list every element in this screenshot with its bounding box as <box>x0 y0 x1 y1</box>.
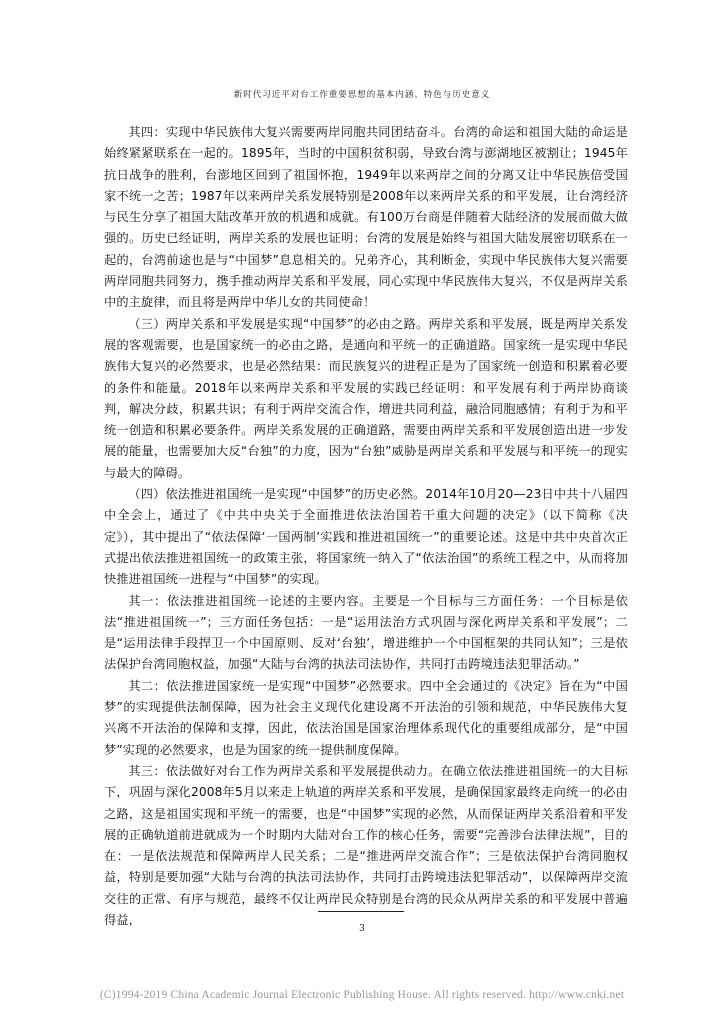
paragraph-part-four: 其四：实现中华民族伟大复兴需要两岸同胞共同团结奋斗。台湾的命运和祖国大陆的命运是始终紧紧联系在一起的。1895年，当时的中国积贫积弱，导致台湾与澎湖地区被割让；1945年抗日战争的胜利，台澎地区回到了祖国怀抱，1949年以来两岸之间的分离又让中华民族倍受国家不统一之苦；1987年以来两岸关系发展特别是2008年以来两岸关系的和平发展，让台湾经济与民生分享了祖国大陆改革开放的机遇和成就。有100万台商是伴随着大陆经济的发展而做大做强的。历史已经证明，两岸关系的发展也证明：台湾的发展是始终与祖国大陆发展密切联系在一起的，台湾前途也是与“中国梦”息息相关的。兄弟齐心，其利断金，实现中华民族伟大复兴需要两岸同胞共同努力，携手推动两岸关系和平发展，同心实现中华民族伟大复兴，不仅是两岸关系中的主旋律，而且将是两岸中华儿女的共同使命！ <box>104 125 628 310</box>
running-header: 新时代习近平对台工作重要思想的基本内涵、特色与历史意义 <box>233 90 491 100</box>
paragraph-item-two: 其二：依法推进国家统一是实现“中国梦”必然要求。四中全会通过的《决定》旨在为“中国梦”的实现提供法制保障，因为社会主义现代化建设离不开法治的引领和规范，中华民族伟大复兴离不开法治的保障和支撑，因此，依法治国是国家治理体系现代化的重要组成部分，是“中国梦”实现的必然要求，也是为国家的统一提供制度保障。 <box>104 678 628 757</box>
paragraph-item-three: 其三：依法做好对台工作为两岸关系和平发展提供动力。在确立依法推进祖国统一的大目标下，巩固与深化2008年5月以来走上轨道的两岸关系和平发展，是确保国家最终走向统一的必由之路，这是祖国实现和平统一的需要，也是“中国梦”实现的必然，从而保证两岸关系沿着和平发展的正确轨道前进就成为一个时期内大陆对台工作的核心任务，需要“完善涉台法律法规”，目的在：一是依法规范和保障两岸人民关系；二是“推进两岸交流合作”；三是依法保护台湾同胞权益，特别是要加强“大陆与台湾的执法司法协作，共同打击跨境违法犯罪活动”，以保障两岸交流交往的正常、有序与规范，最终不仅让两岸民众特别是台湾的民众从两岸关系的和平发展中普遍得益， <box>104 763 628 927</box>
footnote-divider <box>318 911 404 912</box>
paragraph-item-one: 其一：依法推进祖国统一论述的主要内容。主要是一个目标与三方面任务：一个目标是依法“推进祖国统一”；三方面任务包括：一是“运用法治方式巩固与深化两岸关系和平发展”；二是“运用法律手段捍卫一个中国原则、反对‘台独’，增进维护一个中国框架的共同认知”；三是依法保护台湾同胞权益，加强“大陆与台湾的执法司法协作，共同打击跨境违法犯罪活动。” <box>104 593 628 672</box>
paragraph-section-three: （三）两岸关系和平发展是实现“中国梦”的必由之路。两岸关系和平发展，既是两岸关系发展的客观需要，也是国家统一的必由之路，是通向和平统一的正确道路。国家统一是实现中华民族伟大复兴的必然要求，也是必然结果：而民族复兴的进程正是为了国家统一创造和积累着必要的条件和能量。2018年以来两岸关系和平发展的实践已经证明：和平发展有利于两岸协商谈判，解决分歧，积累共识；有利于两岸交流合作，增进共同利益，融洽同胞感情；有利于为和平统一创造和积累必要条件。两岸关系发展的正确道路，需要由两岸关系和平发展创造出进一步发展的能量，也需要加大反“台独”的力度，因为“台独”威胁是两岸关系和平发展与和平统一的现实与最大的障碍。 <box>104 316 628 480</box>
paragraph-section-four: （四）依法推进祖国统一是实现“中国梦”的历史必然。2014年10月20—23日中共十八届四中全会上，通过了《中共中央关于全面推进依法治国若干重大问题的决定》（以下简称《决定》），其中提出了“依法保障‘一国两制’实践和推进祖国统一”的重要论述。这是中共中央首次正式提出依法推进祖国统一的政策主张，将国家统一纳入了“依法治国”的系统工程之中，从而将加快推进祖国统一进程与“中国梦”的实现。 <box>104 487 628 587</box>
body-text <box>104 122 628 931</box>
copyright-watermark: (C)1994-2019 China Academic Journal Electronic Publishing House. All rights reserved. http://www.cnki.net <box>99 989 625 1001</box>
page-number: 3 <box>359 924 365 934</box>
